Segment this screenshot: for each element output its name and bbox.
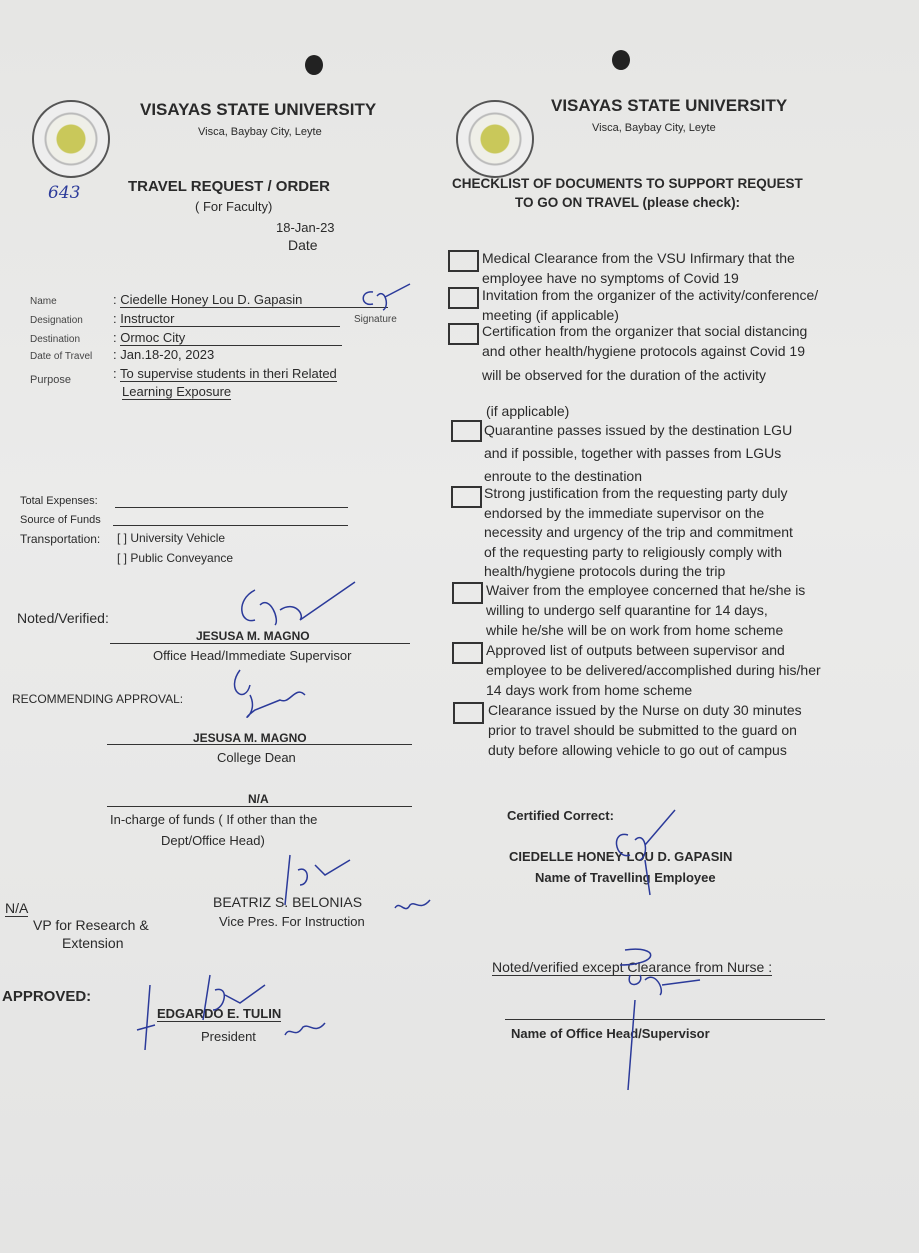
signature-president <box>125 965 365 1055</box>
university-vehicle-checkbox[interactable]: [ ] University Vehicle <box>117 531 226 545</box>
checkbox-nurse-clearance[interactable] <box>453 702 484 724</box>
request-date: 18-Jan-23 <box>276 220 335 235</box>
university-address: Visca, Baybay City, Leyte <box>198 126 322 138</box>
public-conveyance-checkbox[interactable]: [ ] Public Conveyance <box>117 551 234 565</box>
checklist-item: Strong justification from the requesting party duly endorsed by the immediate supervisor on the necessity and urgency of the trip and commitment of the requesting party to religiously comply with health/hygiene protocols during the trip <box>484 485 793 579</box>
signature-label: Signature <box>354 314 397 325</box>
purpose-label: Purpose <box>30 374 71 386</box>
signature-supervisor <box>225 580 365 640</box>
employee-name: CIEDELLE HONEY LOU D. GAPASIN <box>509 849 733 864</box>
name-value: Ciedelle Honey Lou D. Gapasin <box>120 292 388 308</box>
university-seal-right <box>456 100 534 178</box>
signature-employee <box>590 800 690 900</box>
designation-label: Designation <box>30 315 83 326</box>
checklist-item: Quarantine passes issued by the destination LGU and if possible, together with passes from LGUs enroute to the destination <box>484 422 793 484</box>
funds-incharge-role: In-charge of funds ( If other than the <box>110 812 318 827</box>
checkbox-certification[interactable] <box>448 323 479 345</box>
supervisor-role: Office Head/Immediate Supervisor <box>153 648 352 663</box>
vp-research-value: N/A <box>5 900 29 916</box>
destination-label: Destination <box>30 334 81 345</box>
university-name: VISAYAS STATE UNIVERSITY <box>140 100 377 119</box>
form-subtitle: ( For Faculty) <box>195 199 273 214</box>
checklist-item: Clearance issued by the Nurse on duty 30 minutes prior to travel should be submitted to the guard on duty before allowing vehicle to go out of campus <box>488 702 802 758</box>
approved-label: APPROVED: <box>2 988 92 1005</box>
vp-instruction-name: BEATRIZ S. BELONIAS <box>213 894 363 910</box>
source-of-funds-label: Source of Funds <box>20 514 101 526</box>
form-title: TRAVEL REQUEST / ORDER <box>128 178 330 195</box>
date-of-travel-value: Jan.18-20, 2023 <box>120 347 215 362</box>
checklist-item: Invitation from the organizer of the activity/conference/ meeting (if applicable) <box>482 287 819 323</box>
certified-correct-label: Certified Correct: <box>507 808 614 823</box>
travel-request-document: VISAYAS STATE UNIVERSITY Visca, Baybay City, Leyte 643 TRAVEL REQUEST / ORDER ( For Faculty) 18-Jan-23 Date Name : Ciedelle Honey Lou D. Gapasin Designation : Instructor Signature Destination : Ormoc City Date of Travel : Jan.18-20, 2023 Purpose : To supervise students in theri Related Learning Exposure Total Expenses: Source of Funds Transportation: [ ] University Vehicle [ ] Public Conveyance Noted/Verified: JESUSA M. MAGNO Office Head/Immediate Supervisor RECOMMENDING APPROVAL: JESUSA M. MAGNO College Dean N/A In-charge of funds ( If other than the Dept/Office Head) N/A VP for Research & Extension BEATRIZ S. BELONIAS Vice Pres. For Instruction APPROVED: EDGARDO E. TULIN President VISAYAS STATE UNIVERSITY Visca, Baybay City, Leyte CHECKLIST OF DOCUMENTS TO SUPPORT REQUEST TO GO ON TRAVEL (please check): Medical Clearance from the VSU Infirmary that the employee have no symptoms of Covid 19 Invitation from the organizer of the activity/conference/ meeting (if applicable) Certification from the organizer that social distancing and other health/hygiene protocols against Covid 19 will be observed for the duration of the activity (if applicable) Quarantine passes issued by the destination LGU and if possible, together with passes from LGUs enroute to the destination Strong justification from the requesting party duly endorsed by the immediate supervisor on the necessity and urgency of the trip and commitment of the requesting party to religiously comply with health/hygiene protocols during the trip Waiver from the employee concerned that he/she is willing to undergo self quarantine for 14 days, while he/she will be on work from home scheme Approved list of outputs between supervisor and employee to be delivered/accomplished during his/her 14 days work from home scheme Clearance issued by the Nurse on duty 30 minutes prior to travel should be submitted to the guard on duty before allowing vehicle to go out of campus Certified Correct: CIEDELLE HONEY LOU D. GAPASIN Name of Travelling Employee Noted/verified except Clearance from Nurse : Name of Office Head/Supervisor <box>0 0 919 1253</box>
funds-incharge-value: N/A <box>248 792 269 806</box>
dean-role: College Dean <box>217 750 296 765</box>
handwritten-number: 643 <box>48 183 81 203</box>
president-name: EDGARDO E. TULIN <box>157 1006 282 1021</box>
president-role: President <box>201 1029 256 1044</box>
university-name-right: VISAYAS STATE UNIVERSITY <box>551 96 788 115</box>
checklist-title: CHECKLIST OF DOCUMENTS TO SUPPORT REQUEST <box>452 176 803 191</box>
total-expenses-label: Total Expenses: <box>20 495 98 507</box>
designation-value: Instructor <box>120 311 340 327</box>
checkbox-quarantine-passes[interactable] <box>451 420 482 442</box>
date-label: Date <box>288 237 318 253</box>
signature-office-head <box>600 945 720 1095</box>
signature-applicant <box>355 282 415 312</box>
vp-instruction-role: Vice Pres. For Instruction <box>219 914 365 929</box>
date-of-travel-label: Date of Travel <box>30 351 93 362</box>
transportation-label: Transportation: <box>20 532 101 546</box>
funds-incharge-role-2: Dept/Office Head) <box>161 833 265 848</box>
destination-value: Ormoc City <box>120 330 342 346</box>
recommending-approval-label: RECOMMENDING APPROVAL: <box>12 692 184 706</box>
supervisor-name: JESUSA M. MAGNO <box>196 629 310 643</box>
noted-verified-except-label: Noted/verified except Clearance from Nurse : <box>492 959 773 975</box>
checklist-item: Approved list of outputs between supervisor and employee to be delivered/accomplished during his/her 14 days work from home scheme <box>486 642 821 698</box>
signature-dean <box>220 665 320 735</box>
supervisor-name-label: Name of Office Head/Supervisor <box>511 1026 710 1041</box>
purpose-value: To supervise students in theri Related <box>120 366 337 381</box>
checklist-item: Certification from the organizer that social distancing and other health/hygiene protocols against Covid 19 will be observed for the duration of the activity (if applicable) <box>482 323 808 419</box>
university-seal <box>32 100 110 178</box>
dean-name: JESUSA M. MAGNO <box>193 731 307 745</box>
checklist-item: Waiver from the employee concerned that he/she is willing to undergo self quarantine for 14 days, while he/she will be on work from home scheme <box>486 582 806 638</box>
noted-verified-label: Noted/Verified: <box>17 610 109 626</box>
vp-research-role-2: Extension <box>62 935 124 951</box>
checklist-title-2: TO GO ON TRAVEL (please check): <box>515 195 741 210</box>
university-address-right: Visca, Baybay City, Leyte <box>592 122 716 134</box>
checkbox-approved-outputs[interactable] <box>452 642 483 664</box>
purpose-value-2: Learning Exposure <box>122 384 232 399</box>
name-label: Name <box>30 296 57 307</box>
checkbox-justification[interactable] <box>451 486 482 508</box>
checkbox-medical-clearance[interactable] <box>448 250 479 272</box>
vp-research-role: VP for Research & <box>33 917 149 933</box>
employee-role: Name of Travelling Employee <box>535 870 716 885</box>
punch-hole <box>305 55 323 75</box>
checkbox-invitation[interactable] <box>448 287 479 309</box>
signature-vp-instruction <box>270 850 440 930</box>
checkbox-waiver[interactable] <box>452 582 483 604</box>
punch-hole <box>612 50 630 70</box>
checklist-item: Medical Clearance from the VSU Infirmary that the employee have no symptoms of Covid 19 <box>482 250 795 286</box>
